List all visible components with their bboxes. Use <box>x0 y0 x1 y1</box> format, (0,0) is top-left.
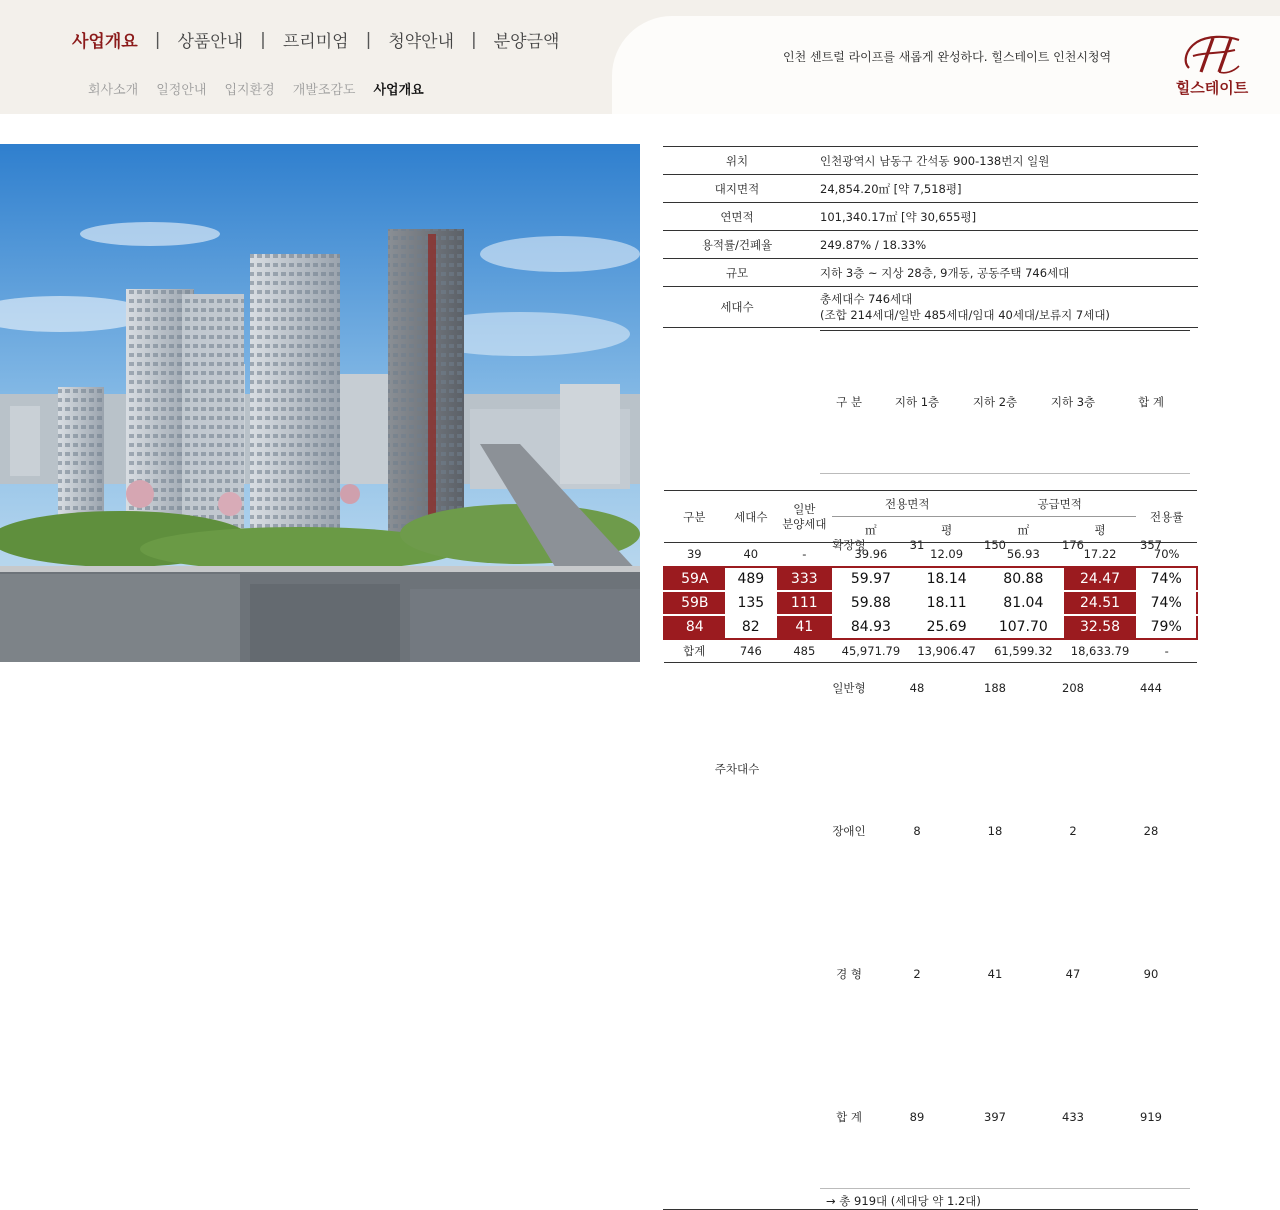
unit-exclusive-sqm: 84.93 <box>832 615 911 639</box>
households-total: 총세대수 746세대 <box>820 292 913 306</box>
nav-separator: | <box>471 29 477 50</box>
sub-nav-location[interactable]: 입지환경 <box>224 83 275 98</box>
unit-row <box>664 543 1197 567</box>
unit-type: 59A <box>664 567 725 591</box>
brand-logo[interactable] <box>1170 32 1254 100</box>
parking-cell: 2 <box>913 967 921 981</box>
unit-exclusive-pyeong: 13,906.47 <box>910 639 983 663</box>
unit-type: 59B <box>664 591 725 615</box>
parking-header-row <box>820 331 1190 474</box>
parking-cell: 28 <box>1143 824 1159 838</box>
table-row <box>663 287 1198 328</box>
row-label: 위치 <box>663 147 811 175</box>
logo-text: 힐스테이트 <box>1175 79 1249 97</box>
parking-cell: 48 <box>909 681 925 695</box>
parking-row <box>820 903 1190 1046</box>
table-row <box>663 231 1198 259</box>
unit-supply-sqm: 107.70 <box>983 615 1064 639</box>
row-label: 주차대수 <box>663 328 811 1210</box>
unit-exclusive-sqm: 59.97 <box>832 567 911 591</box>
parking-cell: 89 <box>878 1046 956 1189</box>
sub-nav <box>88 79 442 98</box>
unit-supply-pyeong: 17.22 <box>1083 547 1117 562</box>
unit-header-type: 구분 <box>664 491 725 543</box>
complex-rendering-image <box>0 144 640 662</box>
unit-supply-sqm: 80.88 <box>983 567 1064 591</box>
parking-cell: 208 <box>1062 681 1084 695</box>
parking-cell-type: 확장형 <box>832 538 866 553</box>
main-nav-price[interactable]: 분양금액 <box>493 32 560 52</box>
row-label: 규모 <box>663 259 811 287</box>
row-label: 세대수 <box>663 287 811 328</box>
unit-exclusive-pyeong: 25.69 <box>910 615 983 639</box>
unit-subheader-pyeong: 평 <box>910 517 983 543</box>
unit-ratio: 74% <box>1136 591 1197 615</box>
unit-header-row <box>664 491 1197 517</box>
parking-cell: 188 <box>984 681 1006 695</box>
unit-type-table <box>663 490 1198 663</box>
unit-households: 135 <box>725 591 777 615</box>
main-nav-subscription[interactable]: 청약안내 <box>388 32 455 52</box>
unit-exclusive-pyeong: 18.14 <box>910 567 983 591</box>
nav-separator: | <box>260 29 266 50</box>
unit-type: 39 <box>686 547 702 562</box>
sub-nav-company[interactable]: 회사소개 <box>88 83 139 98</box>
unit-general: - <box>802 547 807 562</box>
unit-row-highlighted <box>664 591 1197 615</box>
sub-nav-schedule[interactable]: 일정안내 <box>156 83 207 98</box>
unit-total-row <box>664 639 1197 663</box>
unit-header-general: 일반 분양세대 <box>777 491 832 543</box>
row-value: 지하 3층 ~ 지상 28층, 9개동, 공동주택 746세대 <box>811 259 1198 287</box>
table-row <box>663 328 1198 1210</box>
unit-ratio: 79% <box>1136 615 1197 639</box>
unit-ratio: 70% <box>1153 547 1180 562</box>
parking-header: 구 분 <box>820 331 878 474</box>
unit-supply-sqm: 56.93 <box>1006 547 1040 562</box>
unit-type: 합계 <box>664 639 725 663</box>
households-breakdown: (조합 214세대/일반 485세대/임대 40세대/보류지 7세대) <box>820 308 1110 322</box>
unit-general: 41 <box>777 615 832 639</box>
unit-subheader-pyeong: 평 <box>1064 517 1137 543</box>
main-nav <box>72 27 559 52</box>
unit-header-supply: 공급면적 <box>983 491 1136 517</box>
unit-subheader-sqm: ㎡ <box>832 517 911 543</box>
row-label: 용적률/건폐율 <box>663 231 811 259</box>
parking-cell: 176 <box>1062 538 1084 553</box>
parking-cell: 2 <box>1069 824 1077 838</box>
parking-header: 지하 1층 <box>878 331 956 474</box>
row-value: 24,854.20㎡ [약 7,518평] <box>811 175 1198 203</box>
parking-cell: 41 <box>987 967 1003 981</box>
unit-row-highlighted <box>664 615 1197 639</box>
tagline: 인천 센트럴 라이프를 새롭게 완성하다. 힐스테이트 인천시청역 <box>783 50 1112 64</box>
unit-subheader-sqm: ㎡ <box>983 517 1064 543</box>
unit-exclusive-pyeong: 18.11 <box>910 591 983 615</box>
unit-header-ratio: 전용률 <box>1136 491 1197 543</box>
unit-header-households: 세대수 <box>725 491 777 543</box>
sub-nav-overview[interactable]: 사업개요 <box>373 83 424 98</box>
parking-cell-type: 합 계 <box>820 1046 878 1189</box>
row-value: 101,340.17㎡ [약 30,655평] <box>811 203 1198 231</box>
parking-table <box>820 330 1190 1189</box>
row-value <box>811 287 1198 328</box>
row-label: 대지면적 <box>663 175 811 203</box>
parking-cell: 444 <box>1140 681 1162 695</box>
row-value: 인천광역시 남동구 간석동 900-138번지 일원 <box>811 147 1198 175</box>
parking-header: 합 계 <box>1112 331 1190 474</box>
main-nav-premium[interactable]: 프리미엄 <box>282 32 349 52</box>
table-row <box>663 175 1198 203</box>
unit-supply-pyeong: 24.47 <box>1064 567 1137 591</box>
parking-total-row <box>820 1046 1190 1189</box>
parking-cell: 31 <box>909 538 925 553</box>
unit-exclusive-sqm: 45,971.79 <box>832 639 911 663</box>
parking-cell: 47 <box>1065 967 1081 981</box>
parking-cell: 8 <box>913 824 921 838</box>
table-row <box>663 259 1198 287</box>
row-value: 249.87% / 18.33% <box>811 231 1198 259</box>
parking-cell: 150 <box>984 538 1006 553</box>
table-row <box>663 147 1198 175</box>
sub-nav-aerial-view[interactable]: 개발조감도 <box>292 83 356 98</box>
unit-ratio: - <box>1136 639 1197 663</box>
parking-note: → 총 919대 (세대당 약 1.2대) <box>826 1194 981 1208</box>
main-nav-products[interactable]: 상품안내 <box>177 32 244 52</box>
unit-households: 82 <box>725 615 777 639</box>
unit-households: 746 <box>725 639 777 663</box>
unit-supply-sqm: 81.04 <box>983 591 1064 615</box>
unit-exclusive-sqm: 39.96 <box>854 547 888 562</box>
parking-cell: 397 <box>956 1046 1034 1189</box>
unit-type: 84 <box>664 615 725 639</box>
unit-ratio: 74% <box>1136 567 1197 591</box>
hillstate-h-logo-icon <box>1175 32 1249 76</box>
unit-exclusive-sqm: 59.88 <box>832 591 911 615</box>
parking-header: 지하 3층 <box>1034 331 1112 474</box>
unit-households: 489 <box>725 567 777 591</box>
unit-supply-pyeong: 18,633.79 <box>1064 639 1137 663</box>
main-nav-overview[interactable]: 사업개요 <box>72 32 138 52</box>
unit-general: 333 <box>777 567 832 591</box>
parking-row <box>820 760 1190 903</box>
unit-header-exclusive: 전용면적 <box>832 491 983 517</box>
parking-header: 지하 2층 <box>956 331 1034 474</box>
parking-cell: 18 <box>987 824 1003 838</box>
unit-supply-pyeong: 32.58 <box>1064 615 1137 639</box>
parking-cell: 90 <box>1143 967 1159 981</box>
parking-cell-type: 경 형 <box>836 967 862 981</box>
unit-exclusive-pyeong: 12.09 <box>930 547 964 562</box>
parking-cell: 919 <box>1112 1046 1190 1189</box>
parking-cell: 433 <box>1034 1046 1112 1189</box>
unit-general: 111 <box>777 591 832 615</box>
parking-cell-type: 장애인 <box>832 824 866 838</box>
unit-households: 40 <box>743 547 759 562</box>
table-row <box>663 203 1198 231</box>
row-label: 연면적 <box>663 203 811 231</box>
parking-cell: 357 <box>1140 538 1162 553</box>
nav-separator: | <box>365 29 372 50</box>
parking-cell-type: 일반형 <box>832 681 866 695</box>
parking-cell <box>811 328 1198 1210</box>
nav-separator: | <box>154 29 161 50</box>
unit-general: 485 <box>777 639 832 663</box>
unit-row-highlighted <box>664 567 1197 591</box>
unit-supply-sqm: 61,599.32 <box>983 639 1064 663</box>
unit-supply-pyeong: 24.51 <box>1064 591 1137 615</box>
overview-table <box>663 146 1198 1210</box>
